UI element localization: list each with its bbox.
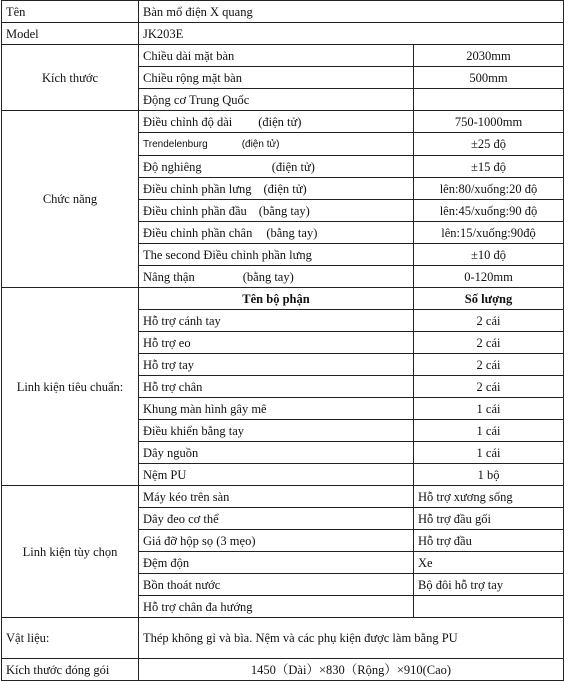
standard-name: Khung màn hình gây mê (139, 398, 414, 420)
function-name-text: Điều chỉnh phần lưng (143, 181, 252, 196)
function-label: Chức năng (2, 111, 139, 288)
size-value: 500mm (414, 67, 564, 89)
package-label: Kích thước đóng gói (2, 659, 139, 681)
function-value: ±10 độ (414, 244, 564, 266)
standard-name: Nệm PU (139, 464, 414, 486)
row-name (2, 1, 564, 23)
function-name (139, 244, 414, 266)
standard-name: Hỗ trợ eo (139, 332, 414, 354)
standard-qty: 2 cái (414, 354, 564, 376)
optional-item-b: Bộ đôi hỗ trợ tay (414, 574, 564, 596)
standard-label: Linh kiện tiêu chuẩn: (2, 288, 139, 486)
function-value: lên:45/xuống:90 độ (414, 200, 564, 222)
function-name (139, 133, 414, 156)
function-note: (điện tử) (263, 181, 307, 196)
standard-name: Hỗ trợ tay (139, 354, 414, 376)
function-value: ±25 độ (414, 133, 564, 156)
optional-item-b: Hỗ trợ đầu gối (414, 508, 564, 530)
model-value: JK203E (139, 23, 564, 45)
standard-name: Điều khiển bằng tay (139, 420, 414, 442)
package-value: 1450（Dài）×830（Rộng）×910(Cao) (139, 659, 564, 681)
size-name: Động cơ Trung Quốc (139, 89, 414, 111)
table-row (2, 45, 564, 67)
table-row (2, 486, 564, 508)
function-name (139, 178, 414, 200)
optional-item-a: Máy kéo trên sàn (139, 486, 414, 508)
standard-header-qty: Số lượng (414, 288, 564, 310)
name-value: Bàn mổ điện X quang (139, 1, 564, 23)
optional-item-b (414, 596, 564, 618)
function-name-text: Điều chỉnh phần chân (143, 225, 253, 240)
row-model (2, 23, 564, 45)
size-name: Chiều dài mặt bàn (139, 45, 414, 67)
function-note: (bằng tay) (242, 269, 294, 284)
standard-qty: 1 cái (414, 398, 564, 420)
standard-name: Hỗ trợ chân (139, 376, 414, 398)
function-value: lên:80/xuống:20 độ (414, 178, 564, 200)
function-name (139, 200, 414, 222)
standard-qty: 1 cái (414, 442, 564, 464)
standard-name: Dây nguồn (139, 442, 414, 464)
optional-item-b: Xe (414, 552, 564, 574)
name-label: Tên (2, 1, 139, 23)
standard-qty: 1 bộ (414, 464, 564, 486)
optional-item-a: Giá đỡ hộp sọ (3 mẹo) (139, 530, 414, 552)
function-note: (bằng tay) (266, 225, 318, 240)
size-name: Chiều rộng mặt bàn (139, 67, 414, 89)
optional-item-a: Bồn thoát nước (139, 574, 414, 596)
function-value: 0-120mm (414, 266, 564, 288)
model-label: Model (2, 23, 139, 45)
function-value: lên:15/xuống:90độ (414, 222, 564, 244)
function-note: (bằng tay) (258, 203, 310, 218)
standard-header-name: Tên bộ phận (139, 288, 414, 310)
standard-qty: 1 cái (414, 420, 564, 442)
function-name (139, 222, 414, 244)
optional-item-b: Hỗ trợ xương sống (414, 486, 564, 508)
material-value: Thép không gỉ và bìa. Nệm và các phụ kiện được làm bằng PU (139, 618, 564, 659)
table-row (2, 288, 564, 310)
function-name-text: Nâng thận (143, 269, 195, 284)
function-value: ±15 độ (414, 156, 564, 178)
spec-table (1, 0, 564, 681)
function-name-text: Trendelenburg (143, 139, 208, 150)
table-row (2, 111, 564, 133)
row-material (2, 618, 564, 659)
optional-item-a: Dây đeo cơ thể (139, 508, 414, 530)
function-name-text: Độ nghiêng (143, 159, 202, 174)
function-name-text: The second Điều chỉnh phần lưng (143, 247, 312, 262)
optional-item-a: Đệm độn (139, 552, 414, 574)
standard-qty: 2 cái (414, 332, 564, 354)
optional-item-a: Hỗ trợ chân đa hướng (139, 596, 414, 618)
function-name-text: Điều chỉnh độ dài (143, 114, 233, 129)
function-value: 750-1000mm (414, 111, 564, 133)
size-value (414, 89, 564, 111)
function-name (139, 111, 414, 133)
function-note: (điện tử) (271, 159, 315, 174)
standard-name: Hỗ trợ cánh tay (139, 310, 414, 332)
function-note: (điện tử) (258, 114, 302, 129)
size-label: Kích thước (2, 45, 139, 111)
optional-item-b: Hỗ trợ đầu (414, 530, 564, 552)
function-note: (điện tử) (241, 139, 280, 150)
standard-qty: 2 cái (414, 310, 564, 332)
size-value: 2030mm (414, 45, 564, 67)
optional-label: Linh kiện tùy chọn (2, 486, 139, 618)
standard-qty: 2 cái (414, 376, 564, 398)
function-name (139, 156, 414, 178)
function-name-text: Điều chỉnh phần đầu (143, 203, 247, 218)
row-package (2, 659, 564, 681)
material-label: Vật liệu: (2, 618, 139, 659)
function-name (139, 266, 414, 288)
